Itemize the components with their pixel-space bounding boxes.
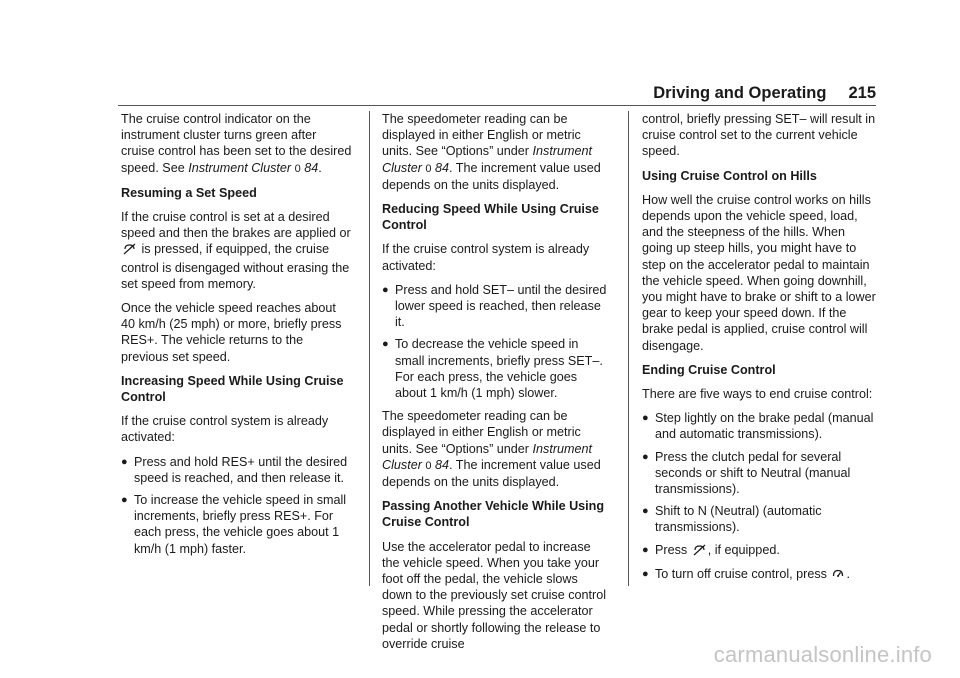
cross-reference[interactable]: Instrument Cluster bbox=[382, 144, 593, 175]
list-item: ● Press the clutch pedal for several seconds or shift to Neutral (manual transmissions). bbox=[642, 449, 851, 497]
bullet-icon: ● bbox=[642, 543, 649, 556]
bullet-icon: ● bbox=[642, 450, 649, 463]
page-reference[interactable]: 84 bbox=[304, 160, 319, 175]
column-2 bbox=[382, 111, 610, 660]
cruise-control-icon bbox=[832, 568, 844, 584]
bullet-icon: ● bbox=[121, 494, 128, 507]
subheading: Increasing Speed While Using Cruise Control bbox=[121, 373, 344, 405]
subheading: Ending Cruise Control bbox=[642, 362, 776, 377]
header-rule bbox=[118, 105, 876, 106]
cruise-cancel-icon bbox=[693, 544, 706, 560]
subheading: Using Cruise Control on Hills bbox=[642, 168, 817, 183]
paragraph: How well the cruise control works on hills depends upon the vehicle speed, load, and the steepness of the hills. When going up steep hills, you might have to step on the accelerator pedal to maintain the vehicle speed. When going downhill, you might have to brake or shift to a lower gear to keep your speed down. If the brake pedal is applied, cruise control will disengage. bbox=[642, 192, 876, 353]
paragraph: control, briefly pressing SET– will result in cruise control set to the current vehicle speed. bbox=[642, 112, 876, 159]
section-title: Driving and Operating bbox=[653, 84, 827, 102]
list-item: ● To decrease the vehicle speed in small increments, briefly press SET–. For each press, the vehicle goes about 1 km/h (1 mph) slower. bbox=[382, 337, 603, 401]
paragraph: The speedometer reading can be displayed in either English or metric units. See “Options” under Instrument Cluster 0 84. The increment value used depends on the units displayed. bbox=[382, 112, 601, 192]
page-reference[interactable]: 84 bbox=[435, 457, 450, 472]
column-divider bbox=[628, 111, 629, 586]
xref-arrow-icon: 0 bbox=[425, 162, 432, 175]
paragraph: The cruise control indicator on the instrument cluster turns green after cruise control has been set to the desired speed. See Instrument Cluster 0 84. bbox=[121, 112, 352, 175]
list-item: ● Step lightly on the brake pedal (manual and automatic transmissions). bbox=[642, 411, 874, 442]
subheading: Passing Another Vehicle While Using Cruise Control bbox=[382, 499, 605, 530]
list-item: ● Press and hold RES+ until the desired speed is reached, and then release it. bbox=[121, 454, 348, 485]
bullet-list bbox=[121, 454, 353, 557]
paragraph: The speedometer reading can be displayed in either English or metric units. See “Options” under Instrument Cluster 0 84. The increment value used depends on the units displayed. bbox=[382, 409, 601, 490]
bullet-icon: ● bbox=[121, 455, 128, 468]
paragraph: Once the vehicle speed reaches about 40 km/h (25 mph) or more, briefly press RES+. The vehicle returns to the previous set speed. bbox=[121, 301, 342, 364]
page-reference[interactable]: 84 bbox=[435, 160, 450, 175]
bullet-icon: ● bbox=[642, 567, 649, 580]
paragraph: If the cruise control is set at a desired speed and then the brakes are applied or is pressed, if equipped, the cruise control is disengaged without erasing the set speed from memory. bbox=[121, 210, 351, 291]
xref-arrow-icon: 0 bbox=[425, 459, 432, 472]
paragraph: If the cruise control system is already activated: bbox=[121, 414, 329, 445]
list-item: ● To turn off cruise control, press . bbox=[642, 566, 876, 584]
xref-arrow-icon: 0 bbox=[294, 162, 301, 175]
list-item: ● Press and hold SET– until the desired lower speed is reached, then release it. bbox=[382, 282, 607, 330]
bullet-icon: ● bbox=[642, 505, 649, 518]
subheading: Resuming a Set Speed bbox=[121, 185, 257, 200]
bullet-icon: ● bbox=[382, 283, 389, 296]
list-item: ● Press , if equipped. bbox=[642, 542, 876, 560]
paragraph: If the cruise control system is already activated: bbox=[382, 242, 590, 273]
paragraph: Use the accelerator pedal to increase the vehicle speed. When you take your foot off the pedal, the vehicle slows down to the previously set cruise control speed. While pressing the accelerator pedal or shortly following the release to override cruise bbox=[382, 539, 607, 651]
column-3 bbox=[642, 111, 876, 591]
bullet-list bbox=[642, 410, 876, 584]
cross-reference[interactable]: Instrument Cluster bbox=[188, 160, 292, 175]
page-number: 215 bbox=[848, 84, 876, 102]
subheading: Reducing Speed While Using Cruise Control bbox=[382, 202, 599, 233]
cruise-cancel-icon bbox=[123, 243, 136, 259]
column-divider bbox=[369, 111, 370, 586]
list-item: ● To increase the vehicle speed in small increments, briefly press RES+. For each press, the vehicle goes about 1 km/h (1 mph) faster. bbox=[121, 493, 347, 556]
cross-reference[interactable]: Instrument Cluster bbox=[382, 441, 593, 472]
list-item: ● Shift to N (Neutral) (automatic transmissions). bbox=[642, 504, 822, 535]
column-1 bbox=[121, 111, 353, 564]
running-header bbox=[653, 84, 876, 103]
paragraph: There are five ways to end cruise control: bbox=[642, 387, 873, 402]
bullet-list bbox=[382, 282, 610, 401]
bullet-icon: ● bbox=[382, 338, 389, 351]
watermark: carmanualsonline.info bbox=[713, 642, 932, 667]
bullet-icon: ● bbox=[642, 412, 649, 425]
